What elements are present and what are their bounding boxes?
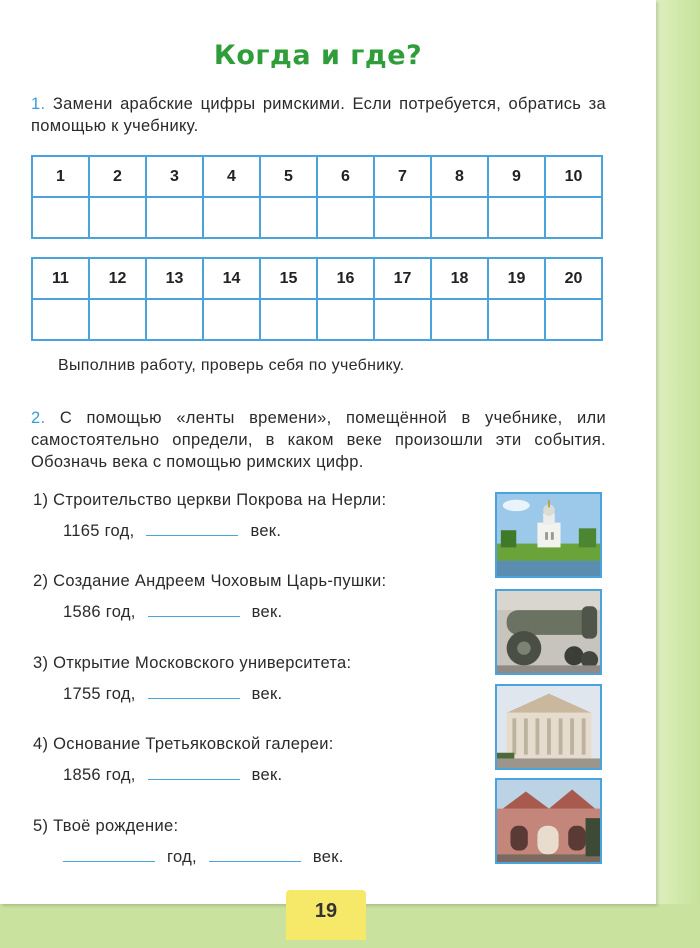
roman-answer-cell[interactable] [203,197,260,238]
roman-numerals-table-1 [31,155,603,239]
event-4-label: 4) Основание Третьяковской галереи: [33,735,334,753]
roman-answer-cell[interactable] [89,197,146,238]
roman-answer-row-2[interactable] [32,299,602,340]
event-5-year-word: год, [167,848,197,866]
task-1-number: 1. [31,95,46,113]
roman-answer-cell[interactable] [146,299,203,340]
event-3-answer-line [63,684,282,704]
arabic-number-cell: 11 [32,258,89,299]
roman-answer-cell[interactable] [32,197,89,238]
arabic-number-cell: 16 [317,258,374,299]
self-check-note: Выполнив работу, проверь себя по учебнику. [58,357,405,374]
event-2-answer-line [63,602,282,622]
roman-answer-cell[interactable] [146,197,203,238]
arabic-number-cell: 17 [374,258,431,299]
arabic-numbers-row-2 [32,258,602,299]
roman-answer-cell[interactable] [488,299,545,340]
task-2-text [31,407,606,473]
arabic-number-cell: 2 [89,156,146,197]
arabic-number-cell: 9 [488,156,545,197]
arabic-number-cell: 14 [203,258,260,299]
event-2-century-blank[interactable] [148,602,240,617]
task-1-text [31,93,606,137]
event-4-suffix: век. [251,766,283,784]
arabic-number-cell: 7 [374,156,431,197]
roman-answer-cell[interactable] [32,299,89,340]
roman-answer-row-1[interactable] [32,197,602,238]
arabic-number-cell: 3 [146,156,203,197]
roman-answer-cell[interactable] [260,197,317,238]
page-number: 19 [314,900,338,922]
event-3-century-blank[interactable] [148,684,240,699]
event-5-label: 5) Твоё рождение: [33,817,179,835]
arabic-number-cell: 8 [431,156,488,197]
event-2-year: 1586 год, [63,603,136,621]
roman-answer-cell[interactable] [317,197,374,238]
event-5-suffix: век. [312,848,344,866]
arabic-number-cell: 1 [32,156,89,197]
arabic-numbers-row-1 [32,156,602,197]
roman-answer-cell[interactable] [89,299,146,340]
arabic-number-cell: 19 [488,258,545,299]
event-1-suffix: век. [250,522,282,540]
event-4-century-blank[interactable] [148,765,240,780]
arabic-number-cell: 18 [431,258,488,299]
event-2-suffix: век. [251,603,283,621]
event-5-century-blank[interactable] [209,847,301,862]
event-3-suffix: век. [251,685,283,703]
event-2-label: 2) Создание Андреем Чоховым Царь-пушки: [33,572,387,590]
arabic-number-cell: 12 [89,258,146,299]
roman-answer-cell[interactable] [488,197,545,238]
event-4-answer-line [63,765,282,785]
event-5-year-blank[interactable] [63,847,155,862]
page-title: Когда и где? [213,40,423,71]
arabic-number-cell: 10 [545,156,602,197]
arabic-number-cell: 15 [260,258,317,299]
roman-answer-cell[interactable] [431,197,488,238]
roman-answer-cell[interactable] [545,299,602,340]
church-on-nerl-photo [495,492,602,578]
event-1-century-blank[interactable] [146,521,238,536]
arabic-number-cell: 13 [146,258,203,299]
roman-answer-cell[interactable] [431,299,488,340]
moscow-university-photo [495,684,602,770]
tretyakov-gallery-photo [495,778,602,864]
roman-answer-cell[interactable] [374,197,431,238]
roman-answer-cell[interactable] [203,299,260,340]
event-3-year: 1755 год, [63,685,136,703]
arabic-number-cell: 4 [203,156,260,197]
task-2-number: 2. [31,409,46,427]
roman-answer-cell[interactable] [374,299,431,340]
event-1-answer-line [63,521,281,541]
arabic-number-cell: 6 [317,156,374,197]
event-1-year: 1165 год, [63,522,135,540]
tsar-cannon-photo [495,589,602,675]
page-number-badge [286,890,366,940]
roman-answer-cell[interactable] [317,299,374,340]
roman-numerals-table-2 [31,257,603,341]
arabic-number-cell: 5 [260,156,317,197]
roman-answer-cell[interactable] [545,197,602,238]
task-1-instruction: Замени арабские цифры римскими. Если потребуется, обратись за помощью к учебнику. [31,95,606,135]
arabic-number-cell: 20 [545,258,602,299]
event-1-label: 1) Строительство церкви Покрова на Нерли: [33,491,387,509]
event-3-label: 3) Открытие Московского университета: [33,654,352,672]
side-decoration [654,0,700,948]
event-4-year: 1856 год, [63,766,136,784]
roman-answer-cell[interactable] [260,299,317,340]
task-2-instruction: С помощью «ленты времени», помещённой в учебнике, или самостоятельно определи, в каком веке произошли эти события. Обозначь века с помощью римских цифр. [31,409,606,471]
event-5-answer-line [51,847,344,867]
